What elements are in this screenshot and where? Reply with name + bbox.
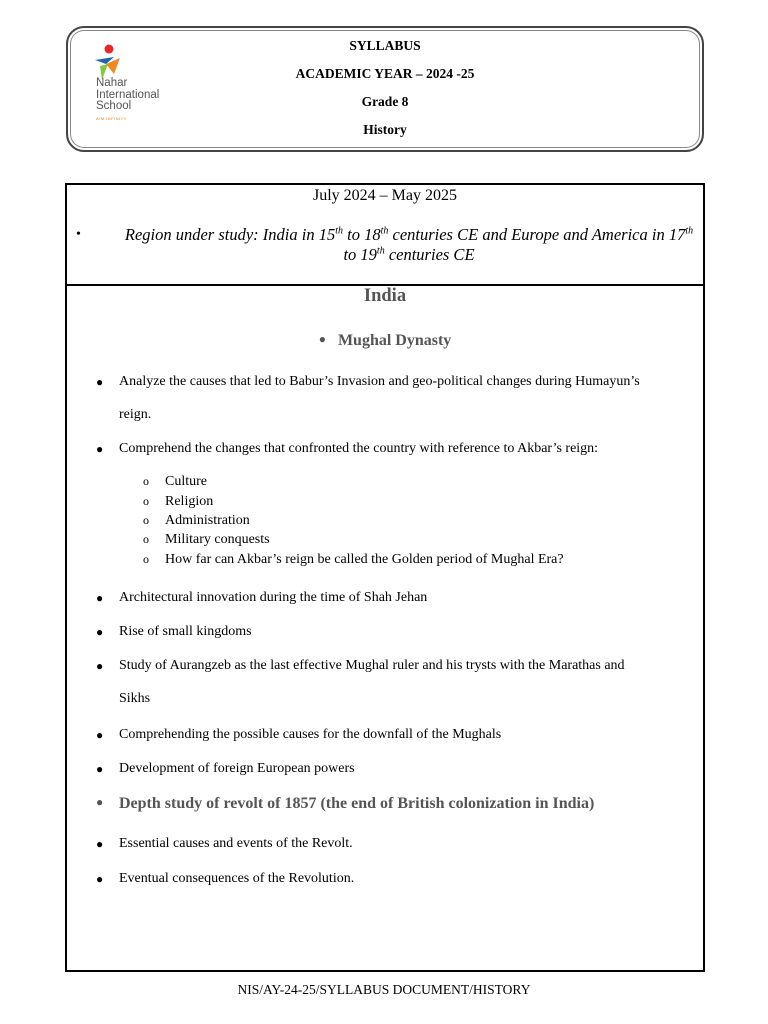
bullet-icon: ● [96,375,104,389]
sub-list-item: o Culture [143,474,207,489]
circle-bullet-icon: o [143,513,149,527]
bullet-icon: ● [318,332,326,346]
sub-list-item: o How far can Akbar’s reign be called the Golden period of Mughal Era? [143,552,564,567]
bullet-icon: ● [96,442,104,456]
list-item-continued: reign. [119,407,152,422]
circle-bullet-icon: o [143,532,149,546]
list-item: ● Comprehending the possible causes for the downfall of the Mughals [96,727,502,742]
bullet-icon: ● [96,591,104,605]
circle-bullet-icon: o [143,552,149,566]
header-box [66,26,704,152]
header-grade: Grade 8 [361,94,409,109]
subsection-title: ● Mughal Dynasty [318,332,452,349]
section-title-india: India [363,286,407,306]
header-title: SYLLABUS [349,38,421,53]
list-item: ● Essential causes and events of the Revolt. [96,836,353,851]
region-bullet: • [76,227,81,242]
list-item: ● Rise of small kingdoms [96,624,252,639]
logo-tagline: AIM INFINITY [96,116,127,121]
bullet-icon: ● [96,625,104,639]
syllabus-table [65,183,705,972]
bullet-icon: ● [96,795,104,809]
bullet-icon: ● [96,728,104,742]
sub-list-item: o Military conquests [143,532,270,547]
school-logo [92,44,192,134]
list-item: ● Study of Aurangzeb as the last effective Mughal ruler and his trysts with the Marathas and [96,658,625,673]
header-academic-year: ACADEMIC YEAR – 2024 -25 [295,66,475,81]
list-item: ● Eventual consequences of the Revolution. [96,871,355,886]
list-item: ● Architectural innovation during the time of Shah Jehan [96,590,428,605]
period-band [67,185,703,286]
list-item-continued: Sikhs [119,691,151,706]
depth-study-heading: ● Depth study of revolt of 1857 (the end of British colonization in India) [96,795,595,812]
header-subject: History [363,122,407,137]
list-item: ● Analyze the causes that led to Babur’s Invasion and geo-political changes during Humayun’s [96,374,640,389]
sub-list-item: o Religion [143,494,214,509]
list-item: ● Comprehend the changes that confronted the country with reference to Akbar’s reign: [96,441,599,456]
sub-list-item: o Administration [143,513,250,528]
footer-document-code: NIS/AY-24-25/SYLLABUS DOCUMENT/HISTORY [237,982,531,997]
region-text: Region under study: India in 15th to 18th centuries CE and Europe and America in 17th to 19th centuries CE [124,225,694,264]
bullet-icon: ● [96,659,104,673]
period-text: July 2024 – May 2025 [313,187,457,204]
bullet-icon: ● [96,762,104,776]
bullet-icon: ● [96,837,104,851]
list-item: ● Development of foreign European powers [96,761,355,776]
bullet-icon: ● [96,872,104,886]
circle-bullet-icon: o [143,474,149,488]
circle-bullet-icon: o [143,494,149,508]
logo-text: Nahar International School [96,77,160,112]
